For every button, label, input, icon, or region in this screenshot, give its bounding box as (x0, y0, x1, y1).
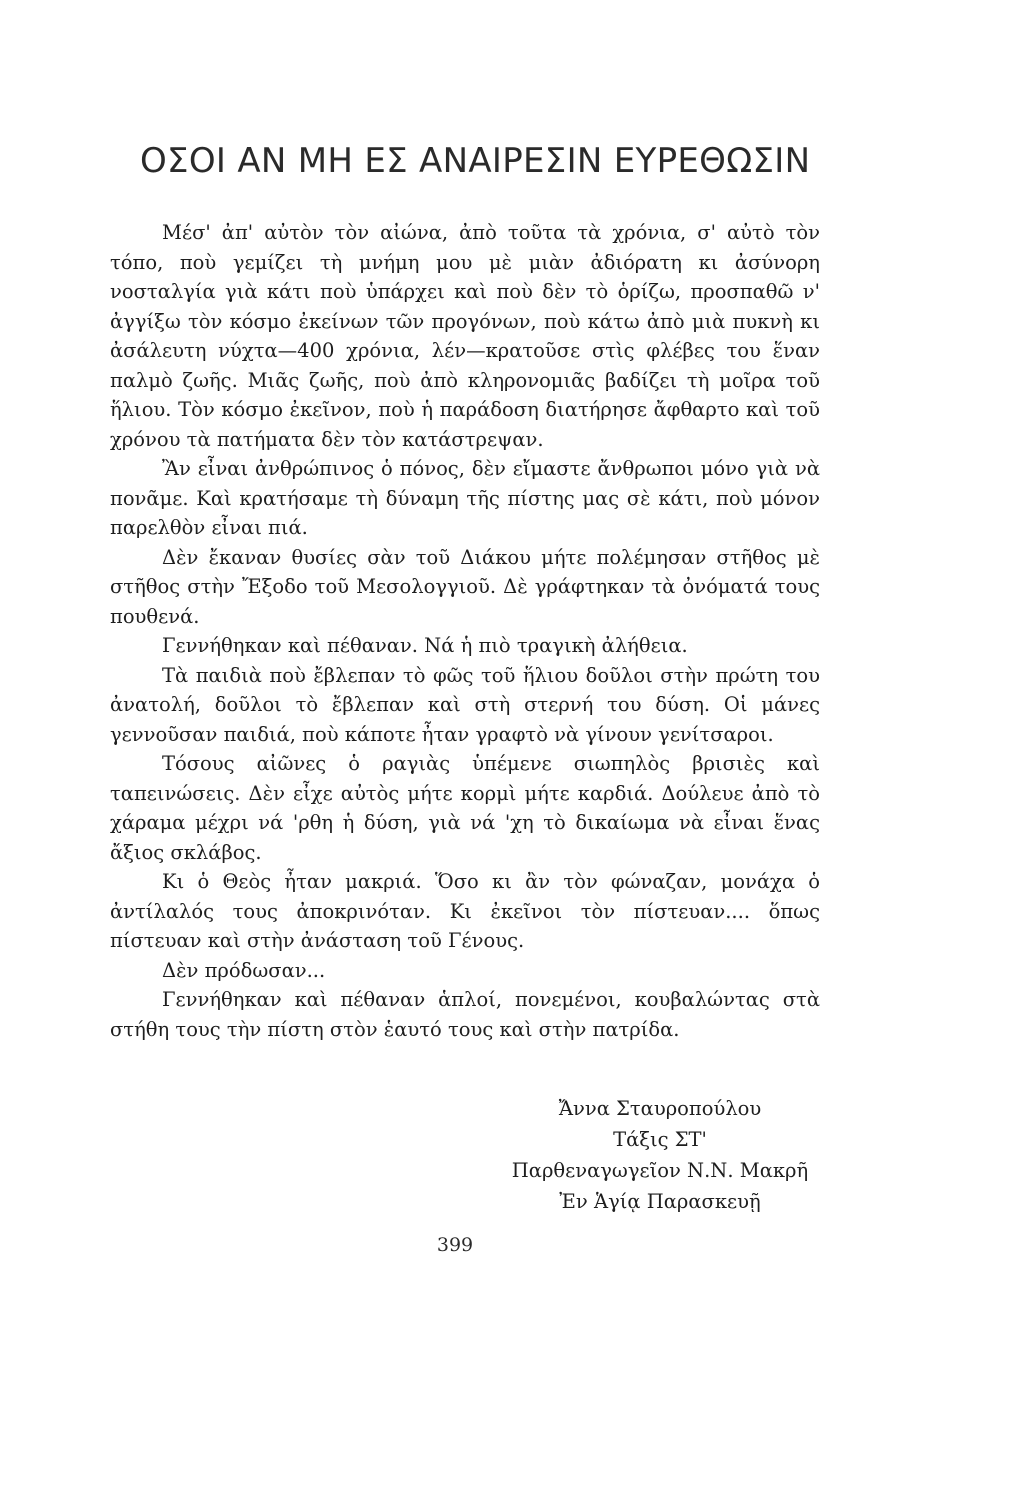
paragraph: Γεννήθηκαν καὶ πέθαναν ἁπλοί, πονεμένοι, κουβαλώντας στὰ στήθη τους τὴν πίστη στὸν ἑαυτό τους καὶ στὴν πατρίδα. (110, 988, 820, 1041)
paragraph: Γεννήθηκαν καὶ πέθαναν. Νά ἡ πιὸ τραγικὴ ἀλήθεια. (162, 634, 688, 657)
signature-block (490, 1093, 830, 1217)
author-name: Ἄννα Σταυροπούλου (558, 1097, 762, 1120)
paragraph: Δὲν ἔκαναν θυσίες σὰν τοῦ Διάκου μήτε πολέμησαν στῆθος μὲ στῆθος στὴν Ἔξοδο τοῦ Μεσολογγιοῦ. Δὲ γράφτηκαν τὰ ὀνόματά τους πουθενά. (110, 545, 820, 628)
author-class: Τάξις ΣΤ' (613, 1128, 707, 1151)
paragraph: Τὰ παιδιὰ ποὺ ἔβλεπαν τὸ φῶς τοῦ ἥλιου δοῦλοι στὴν πρώτη του ἀνατολή, δοῦλοι τὸ ἔβλεπαν καὶ στὴ στερνή του δύση. Οἱ μάνες γεννοῦσαν παιδιά, ποὺ κάποτε ἦταν γραφτὸ νὰ γίνουν γενίτσαροι. (110, 663, 820, 746)
page-title: ΟΣΟΙ ΑΝ ΜΗ ΕΣ ΑΝΑΙΡΕΣΙΝ ΕΥΡΕΘΩΣΙΝ (140, 141, 811, 181)
author-location: Ἐν Ἁγίᾳ Παρασκευῇ (559, 1190, 761, 1213)
page-number: 399 (436, 1234, 474, 1256)
paragraph: Κι ὁ Θεὸς ἦταν μακριά. Ὅσο κι ἂν τὸν φώναζαν, μονάχα ὁ ἀντίλαλός τους ἀποκρινόταν. Κι ἐκεῖνοι τὸν πίστευαν.... ὅπως πίστευαν καὶ στὴν ἀνάσταση τοῦ Γένους. (110, 870, 820, 952)
body-text (110, 218, 820, 1044)
paragraph: Τόσους αἰῶνες ὁ ραγιὰς ὑπέμενε σιωπηλὸς βρισιὲς καὶ ταπεινώσεις. Δὲν εἶχε αὐτὸς μήτε κορμὶ μήτε καρδιά. Δούλευε ἀπὸ τὸ χάραμα μέχρι νά 'ρθη ἡ δύση, γιὰ νά 'χη τὸ δικαίωμα νὰ εἶναι ἕνας ἄξιος σκλάβος. (110, 752, 820, 864)
author-school: Παρθεναγωγεῖον Ν.Ν. Μακρῆ (511, 1159, 809, 1182)
paragraph: Δὲν πρόδωσαν... (162, 958, 326, 982)
paragraph: Ἂν εἶναι ἀνθρώπινος ὁ πόνος, δὲν εἴμαστε ἄνθρωποι μόνο γιὰ νὰ πονᾶμε. Καὶ κρατήσαμε τὴ δύναμη τῆς πίστης μας σὲ κάτι, ποὺ μόνον παρελθὸν εἶναι πιά. (110, 457, 820, 539)
paragraph: Μέσ' ἀπ' αὐτὸν τὸν αἰώνα, ἀπὸ τοῦτα τὰ χρόνια, σ' αὐτὸ τὸν τόπο, ποὺ γεμίζει τὴ μνήμη μου μὲ μιὰν ἀδιόρατη κι ἀσύνορη νοσταλγία γιὰ κάτι ποὺ ὑπάρχει καὶ ποὺ δὲν τὸ ὁρίζω, προσπαθῶ ν' ἀγγίξω τὸν κόσμο ἐκείνων τῶν προγόνων, ποὺ κάτω ἀπὸ μιὰ πυκνὴ κι ἀσάλευτη νύχτα—400 χρόνια, λέν—κρατοῦσε στὶς φλέβες του ἕναν παλμὸ ζωῆς. Μιᾶς ζωῆς, ποὺ ἀπὸ κληρονομιᾶς βαδίζει τὴ μοῖρα τοῦ ἥλιου. Τὸν κόσμο ἐκεῖνον, ποὺ ἡ παράδοση διατήρησε ἄφθαρτο καὶ τοῦ χρόνου τὰ πατήματα δὲν τὸν κατάστρεψαν. (110, 221, 820, 451)
